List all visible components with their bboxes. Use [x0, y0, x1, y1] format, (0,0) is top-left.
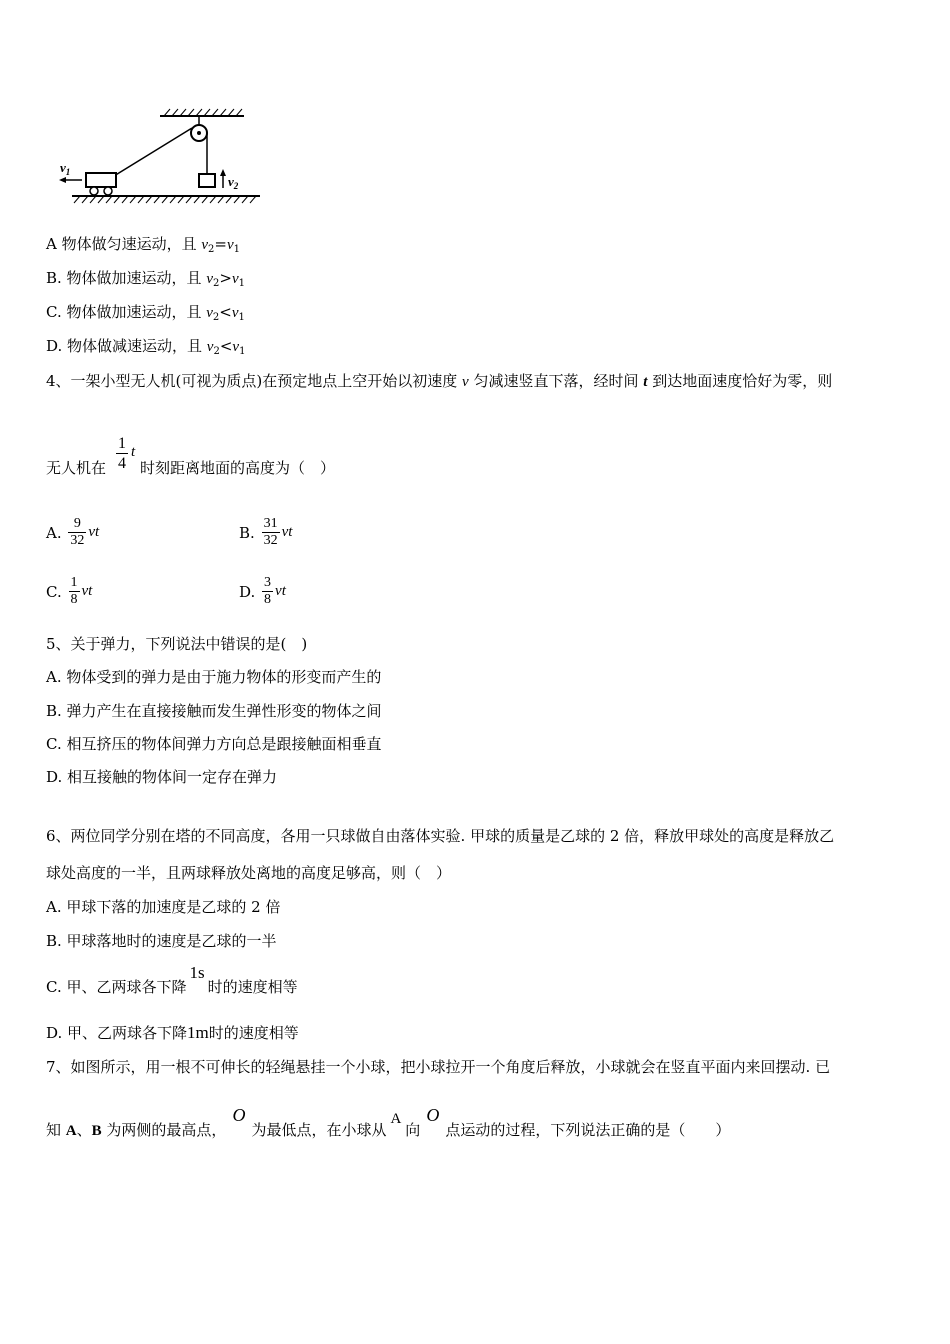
hanging-block — [199, 174, 215, 187]
v2-label: $v_2$ — [228, 174, 239, 191]
q6-option-c: C. 甲、乙两球各下降1s时的速度相等 — [46, 963, 298, 996]
q7-stem-line1: 7、如图所示，用一根不可伸长的轻绳悬挂一个小球，把小球拉开一个角度后释放，小球就会在竖直平面内来回摆动. 已 — [46, 1058, 831, 1076]
q6-option-b: B. 甲球落地时的速度是乙球的一半 — [46, 932, 277, 950]
q3-option-b: B. 物体做加速运动，且 $v_2>v_1$ — [46, 269, 245, 289]
q4-time-fraction: $\frac{1}{4}$ — [118, 435, 126, 472]
q5-option-a: A. 物体受到的弹力是由于施力物体的形变而产生的 — [46, 668, 382, 686]
q4-option-a: A. $\frac{9}{32}$ vt — [46, 516, 100, 548]
q6-stem-line1: 6、两位同学分别在塔的不同高度，各用一只球做自由落体实验. 甲球的质量是乙球的 2 倍，释放甲球处的高度是释放乙 — [46, 827, 835, 845]
q4-time-t: t — [131, 444, 136, 460]
q5-option-c: C. 相互挤压的物体间弹力方向总是跟接触面相垂直 — [46, 735, 382, 753]
q5-option-b: B. 弹力产生在直接接触而发生弹性形变的物体之间 — [46, 702, 382, 720]
q6-stem-line2: 球处高度的一半，且两球释放处离地的高度足够高，则（ ） — [46, 864, 452, 882]
v1-label: $v_1$ — [60, 160, 71, 177]
q3-option-a: A 物体做匀速运动，且 $v_2=v_1$ — [46, 235, 241, 255]
q3-option-d: D. 物体做减速运动，且 $v_2<v_1$ — [46, 337, 246, 357]
pulley-figure — [56, 106, 266, 210]
q6-option-a: A. 甲球下落的加速度是乙球的 2 倍 — [46, 898, 281, 916]
q3-option-c: C. 物体做加速运动，且 $v_2<v_1$ — [46, 303, 245, 323]
cart — [86, 173, 116, 187]
q4-option-b: B. $\frac{31}{32}$ vt — [239, 516, 293, 548]
q4-stem-line1: 4、一架小型无人机(可视为质点)在预定地点上空开始以初速度 v 匀减速竖直下落，经时间 t 到达地面速度恰好为零，则 — [46, 372, 833, 390]
q7-stem-line2: 知 A、B 为两侧的最高点，O为最低点，在小球从A向O点运动的过程，下列说法正确的是（ ） — [46, 1105, 731, 1139]
q6-option-d: D. 甲、乙两球各下降1m时的速度相等 — [46, 1023, 299, 1042]
q4-option-c: C. $\frac{1}{8}$ vt — [46, 575, 93, 607]
q4-stem-line2: 无人机在 — [46, 459, 107, 477]
q4-option-d: D. $\frac{3}{8}$ vt — [239, 575, 286, 607]
q5-option-d: D. 相互接触的物体间一定存在弹力 — [46, 768, 278, 786]
q4-stem-line2-tail: 时刻距离地面的高度为（ ） — [140, 459, 336, 477]
q5-stem: 5、关于弹力，下列说法中错误的是( ) — [46, 635, 308, 653]
